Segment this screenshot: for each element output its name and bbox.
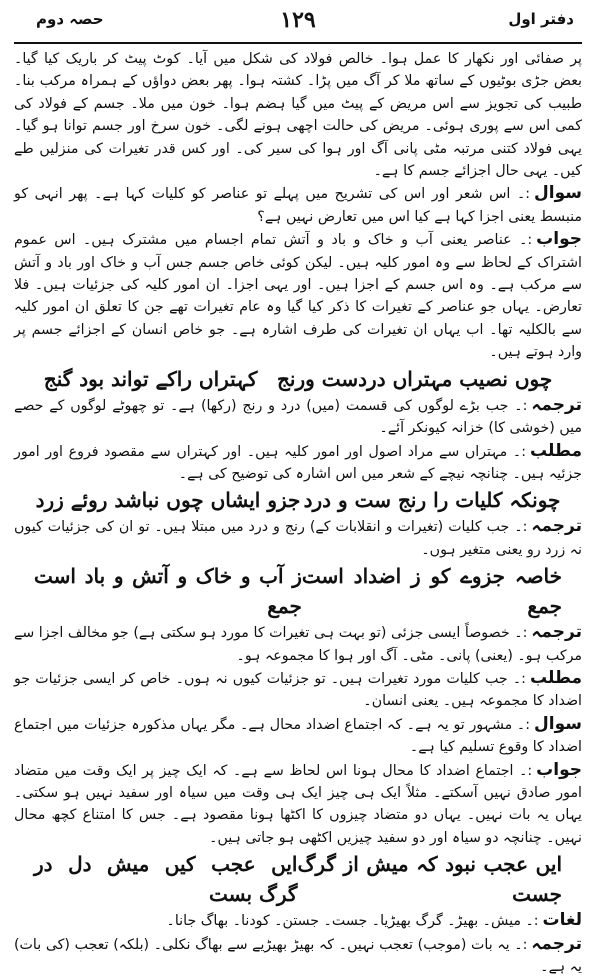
paragraph-label: ترجمہ <box>531 516 582 537</box>
paragraph-text: پر صفائی اور نکھار کا عمل ہوا۔ خالص فولاد کی شکل میں آیا۔ کوٹ پیٹ کر باریک کیا گیا۔ بعض جڑی بوٹیوں کے ساتھ ملا کر آگ میں پڑا۔ کشتہ ہوا۔ پھر بعض دواؤں کے ہمراہ مرکب بنا۔ طبیب کی تجویز سے اس مریض کے پیٹ میں گیا ہضم ہوا۔ خون میں ملا۔ جسم کے فولاد کی کمی اس سے پوری ہوئی۔ مریض کی حالت اچھی ہونے لگی۔ خون سرخ اور جسم توانا ہو گیا۔ یہی فولاد کتنی مرتبہ مٹی پانی آگ اور ہوا کی سیر کی۔ اور کس قدر تغیرات کی منزلیں طے کیں۔ یہی حال اجزائے جسم کا ہے۔ <box>14 51 582 180</box>
paragraph <box>14 713 582 759</box>
paragraph <box>14 228 582 363</box>
paragraph <box>14 621 582 667</box>
paragraph <box>14 394 582 440</box>
page-header <box>14 4 582 44</box>
book-title: دفتر اول <box>508 10 574 28</box>
verse-couplet <box>14 849 582 909</box>
paragraph-text: :۔ مہتراں سے مراد اصول اور امور کلیہ ہیں۔ اور کہتراں سے مقصود فروع اور امور جزئیہ ہیں۔ چنانچہ نیچے کے شعر میں اس اشارہ کی توضیح کی ہے۔ <box>14 443 582 482</box>
verse-couplet <box>14 485 582 515</box>
section-title: حصہ دوم <box>36 10 104 28</box>
paragraph-text: :۔ مشہور تو یہ ہے۔ کہ اجتماع اضداد محال ہے۔ مگر یہاں مذکورہ جزئیات میں اجتماع اضداد کا وقوع تسلیم کیا ہے۔ <box>14 716 582 756</box>
paragraph-label: جواب <box>536 229 582 250</box>
paragraph-text: :۔ جب بڑے لوگوں کی قسمت (میں) درد و رنج (رکھا) ہے۔ تو چھوٹے لوگوں کے حصے میں (خوشی کا) خزانہ کیونکر آئے۔ <box>14 397 582 437</box>
paragraph-text: :۔ یہ بات (موجب) تعجب نہیں۔ کہ بھیڑ بھیڑیے سے بھاگ نکلی۔ (بلکہ) تعجب (کی بات) یہ ہے۔ <box>14 936 582 975</box>
verse-hemistich: ز آب و خاک و آتش و باد است جمع <box>34 564 302 619</box>
paragraph <box>14 515 582 561</box>
paragraph <box>14 909 582 932</box>
paragraph <box>14 759 582 850</box>
verse-hemistich: خاصہ جزوے کو ز اضداد است جمع <box>301 564 562 619</box>
paragraph-label: مطلب <box>529 667 582 688</box>
paragraph-text: :۔ اجتماع اضداد کا محال ہونا اس لحاظ سے ہے۔ کہ ایک چیز پر ایک وقت میں متضاد امور صادق نہیں آسکتے۔ مثلاً ایک ہی چیز ایک ہی وقت میں سیاہ اور سفید نہیں ہو سکتی۔ یہاں یہ بات نہیں۔ یہاں دو متضاد چیزوں کا اکٹھا ہونا مقصود ہے۔ جس کا امتناع کچھ محال نہیں۔ چنانچہ دو سیاہ اور دو سفید چیزیں اکٹھی ہو جاتی ہیں۔ <box>14 762 582 846</box>
verse-couplet <box>14 561 582 621</box>
paragraph-label: مطلب <box>529 440 582 461</box>
page-body <box>14 48 582 978</box>
paragraph-label: ترجمہ <box>531 622 582 643</box>
paragraph-label: لغات <box>542 910 582 931</box>
paragraph-label: ترجمہ <box>531 394 582 415</box>
paragraph <box>14 933 582 978</box>
paragraph-label: سوال <box>534 713 582 734</box>
paragraph-text: :۔ میش۔ بھیڑ۔ گرگ بھیڑیا۔ جست۔ جستن۔ کودنا۔ بھاگ جانا۔ <box>166 913 539 930</box>
paragraph <box>14 440 582 486</box>
paragraph <box>14 667 582 713</box>
paragraph <box>14 182 582 228</box>
verse-hemistich: جزو ایشاں چوں نباشد روئے زرد <box>35 488 301 513</box>
verse-couplet <box>14 364 582 394</box>
paragraph-text: :۔ اس شعر اور اس کی تشریح میں پہلے تو عناصر کو کلیات کہا ہے۔ پھر انہی کو منبسط یعنی اجزا کہا ہے کیا اس میں تعارض نہیں ہے؟ <box>14 186 582 225</box>
verse-hemistich: چوں نصیب مہتراں دردست ورنج <box>277 366 553 391</box>
paragraph-text: :۔ جب کلیات مورد تغیرات ہیں۔ تو جزئیات کیوں نہ ہوں۔ خاص کر ایسی جزئیات جو اضداد کا مجموعہ ہیں۔ یعنی انسان۔ <box>14 670 582 710</box>
paragraph-text: :۔ عناصر یعنی آب و خاک و باد و آتش تمام اجسام میں مشترک ہیں۔ اس عموم اشتراک کے لحاظ سے وہ امور کلیہ ہیں۔ لیکن کوئی خاص جسم جس آب و خاک اور باد و آتش سے مرکب ہے۔ وہ اس جسم کے اجزا ہیں۔ اور یہی اجزا۔ ان امور کلیہ کی جزئیات ہیں۔ فلا تعارض۔ یہاں جو عناصر کے تغیرات کا ذکر کیا گیا وہ عام تغیرات تھے جن کا تعلق ان امور کلیہ سے بالکلیہ تھا۔ اب یہاں ان تغیرات کی طرف اشارہ ہے۔ جو خاص انسان کے اجزائے جسم پر وارد ہوتے ہیں۔ <box>14 232 582 361</box>
verse-hemistich: چونکہ کلیات را رنج ست و درد <box>303 488 561 513</box>
verse-hemistich: کہتراں راکے تواند بود گنج <box>43 366 258 391</box>
verse-hemistich: ایں عجب کیں میش دل در گرگ بست <box>34 852 298 907</box>
paragraph-text: :۔ جب کلیات (تغیرات و انقلابات کے) رنج و درد میں مبتلا ہیں۔ تو ان کی جزئیات کیوں نہ زرد رو یعنی متغیر ہوں۔ <box>14 519 582 558</box>
verse-hemistich: ایں عجب نبود کہ میش از گرگ جست <box>297 852 562 907</box>
paragraph-text: :۔ خصوصاً ایسی جزئی (تو بہت ہی تغیرات کا مورد ہو سکتی ہے) جو مخالف اجزا سے مرکب ہو۔ (یعنی) پانی۔ مٹی۔ آگ اور ہوا کا مجموعہ ہو۔ <box>14 625 582 664</box>
paragraph <box>14 48 582 182</box>
paragraph-label: ترجمہ <box>531 933 582 954</box>
paragraph-label: جواب <box>536 759 582 780</box>
paragraph-label: سوال <box>534 183 582 204</box>
page-number: ۱۲۹ <box>280 7 316 33</box>
